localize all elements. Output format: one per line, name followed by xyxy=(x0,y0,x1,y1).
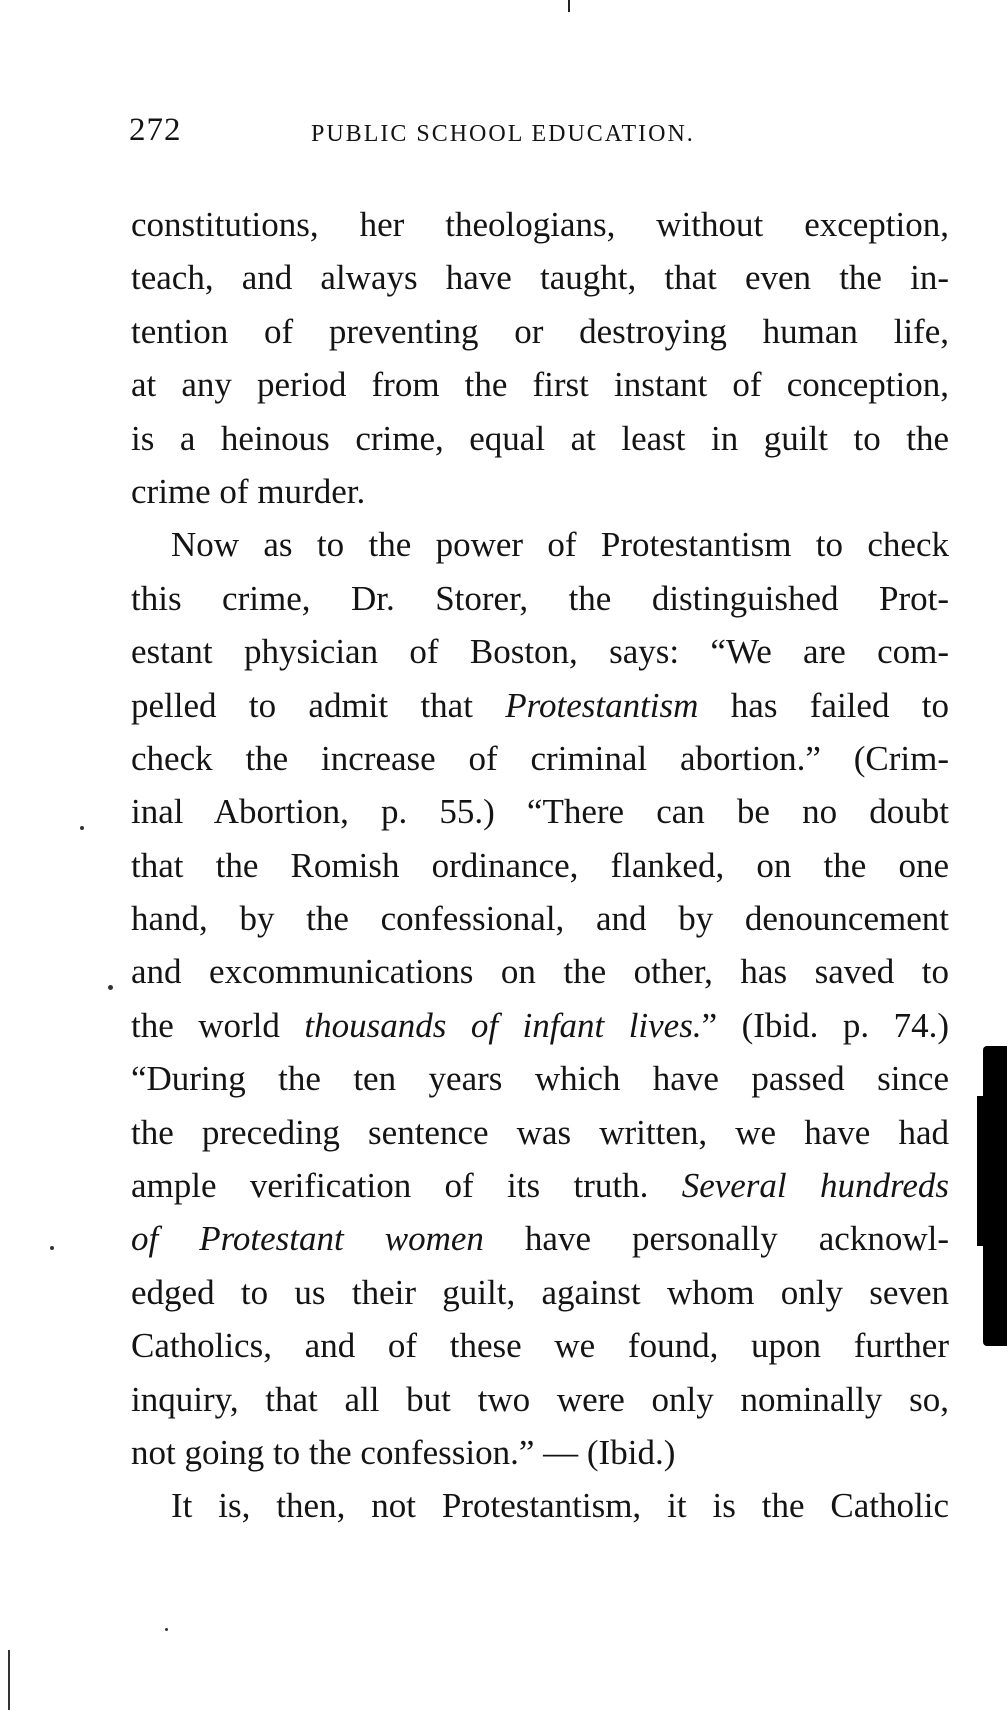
scan-edge-blot xyxy=(983,1046,1007,1346)
text-run: ” (Ibid. p. 74.) xyxy=(701,1005,950,1045)
text-line: edged to us their guilt, against whom only seven xyxy=(131,1272,949,1312)
text-line: teach, and always have taught, that even the in- xyxy=(131,258,949,298)
text-line: that the Romish ordinance, flanked, on the one xyxy=(131,845,949,885)
text-line xyxy=(131,999,949,1052)
scan-speck xyxy=(165,1628,168,1631)
italic-text: Protestantism xyxy=(505,685,699,725)
running-head: PUBLIC SCHOOL EDUCATION. xyxy=(311,121,695,147)
scan-edge-line xyxy=(8,1650,10,1710)
text-line xyxy=(131,1159,949,1212)
text-line: “During the ten years which have passed since xyxy=(131,1059,949,1099)
scan-speck xyxy=(108,985,113,990)
text-line: inal Abortion, p. 55.) “There can be no doubt xyxy=(131,792,949,832)
text-line: estant physician of Boston, says: “We are com- xyxy=(131,632,949,672)
italic-text: Several hundreds xyxy=(681,1166,949,1206)
page-header xyxy=(129,112,949,156)
text-line: inquiry, that all but two were only nominally so, xyxy=(131,1379,949,1419)
text-run: ample verification of its truth. xyxy=(131,1166,649,1206)
text-run: have personally acknowl- xyxy=(524,1219,949,1259)
text-line: check the increase of criminal abortion.” (Crim- xyxy=(131,738,949,778)
text-line: not going to the confession.” — (Ibid.) xyxy=(131,1432,676,1472)
text-line: Catholics, and of these we found, upon further xyxy=(131,1326,949,1366)
text-line xyxy=(131,1212,949,1265)
text-line: is a heinous crime, equal at least in guilt to the xyxy=(131,418,949,458)
text-run: the world xyxy=(131,1005,280,1045)
scan-speck xyxy=(50,1246,54,1250)
text-run: pelled to admit that xyxy=(131,685,473,725)
text-line: crime of murder. xyxy=(131,471,366,511)
text-run: has failed to xyxy=(730,685,950,725)
text-line: this crime, Dr. Storer, the distinguished Prot- xyxy=(131,578,949,618)
body-text xyxy=(131,198,949,1533)
text-line: tention of preventing or destroying human life, xyxy=(131,311,949,351)
italic-text: of Protestant women xyxy=(131,1219,484,1259)
scan-speck xyxy=(80,826,84,830)
text-line: the preceding sentence was written, we have had xyxy=(131,1112,949,1152)
paragraph-first-line: It is, then, not Protestantism, it is the Catholic xyxy=(171,1486,949,1526)
text-line xyxy=(131,679,949,732)
text-line: hand, by the confessional, and by denouncement xyxy=(131,899,949,939)
italic-text: thousands of infant lives. xyxy=(304,1005,702,1045)
text-line: constitutions, her theologians, without exception, xyxy=(131,205,949,244)
paragraph-first-line: Now as to the power of Protestantism to check xyxy=(171,525,949,565)
text-line: at any period from the first instant of conception, xyxy=(131,365,949,405)
text-line: and excommunications on the other, has saved to xyxy=(131,952,949,992)
scan-mark xyxy=(568,0,570,12)
page-number: 272 xyxy=(129,112,182,148)
